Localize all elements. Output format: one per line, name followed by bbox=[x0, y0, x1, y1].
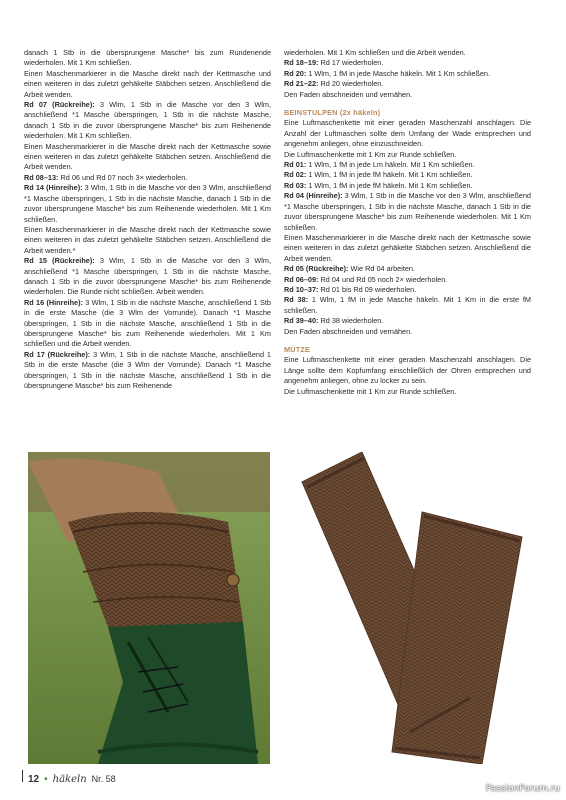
instruction-text: 3 Wlm, 1 Stb in die Masche vor den 3 Wlm, anschließend *1 Masche überspringen, 1 Stb in die nächste Masche, danach 1 Stb in die zuvor übersprungene Masche* bis zum Reihenende wiederholen. Mit 1 Km schließen. bbox=[24, 100, 271, 141]
round-label: Rd 05 (Rückreihe): bbox=[284, 264, 349, 274]
instruction-paragraph bbox=[24, 350, 271, 392]
legwarmer-worn-illustration bbox=[28, 452, 270, 764]
instruction-text: Eine Luftmaschenkette mit einer geraden Maschenzahl anschlagen. Die Länge sollte dem Kopfumfang einschließlich der Ohren entsprechen und angenehm anliegen, ohne zu locker zu sein. bbox=[284, 355, 531, 386]
section-heading: BEINSTULPEN (2x häkeln) bbox=[284, 108, 381, 118]
page-footer bbox=[22, 770, 116, 785]
round-label: Rd 07 (Rückreihe): bbox=[24, 100, 95, 110]
legwarmer-worn-photo bbox=[28, 452, 270, 764]
round-label: Rd 38: bbox=[284, 295, 309, 305]
round-label: Rd 20: bbox=[284, 68, 307, 78]
instruction-paragraph bbox=[24, 183, 271, 225]
instruction-paragraph bbox=[284, 264, 531, 274]
instruction-text: 3 Wlm, 1 Stb in die Masche vor den 3 Wlm, anschließend *1 Masche überspringen, 1 Stb in die nächste Masche, danach 1 Stb in die zuvor übersprungene Masche* bis zum Reihenende wiederholen. Mit 1 Km schließen. bbox=[284, 191, 531, 232]
instruction-text: Eine Luftmaschenkette mit einer geraden Maschenzahl anschlagen. Die Anzahl der Luftmaschen sollte dem Umfang der Wade entsprechen und angenehm anliegen, ohne einzuschneiden. bbox=[284, 118, 531, 149]
magazine-brand: häkeln bbox=[52, 774, 87, 785]
instruction-paragraph bbox=[24, 256, 271, 298]
instruction-paragraph bbox=[284, 160, 531, 170]
instruction-text: Den Faden abschneiden und vernähen. bbox=[284, 326, 413, 336]
instruction-text: Rd 20 wiederholen. bbox=[318, 79, 384, 89]
instruction-text: Rd 17 wiederholen. bbox=[318, 58, 384, 68]
instruction-text: 3 Wlm, 1 Stb in die Masche vor den 3 Wlm, anschließend *1 Masche überspringen, 1 Stb in die nächste Masche, danach 1 Stb in die zuvor übersprungene Masche* bis zum Reihenende wiederholen. Mit 1 Km schließen. bbox=[24, 183, 271, 224]
instruction-text: Einen Maschenmarkierer in die Masche direkt nach der Kettmasche und einen weiteren in das zuletzt gehäkelte Stäbchen setzen. Anschließend die Arbeit wenden. bbox=[24, 68, 271, 99]
round-label: Rd 39–40: bbox=[284, 316, 319, 326]
round-label: Rd 17 (Rückreihe): bbox=[24, 349, 91, 359]
instruction-paragraph bbox=[284, 69, 531, 79]
instruction-paragraph bbox=[284, 181, 531, 191]
instruction-paragraph bbox=[284, 118, 531, 149]
instruction-text: Einen Maschenmarkierer in die Masche direkt nach der Kettmasche sowie einen weiteren in das zuletzt gehäkelte Stäbchen setzen. Anschließend die Arbeit wenden.* bbox=[24, 224, 271, 255]
instruction-paragraph bbox=[284, 387, 531, 397]
instruction-paragraph bbox=[284, 233, 531, 264]
instruction-text: 3 Wlm, 1 Stb in die nächste Masche, anschließend 1 Stb in die erste Masche (die 3 Wlm der Vorrunde). Danach *1 Masche überspringen, 1 Stb in die nächste Masche, anschließend 1 Stb in die übersprungene Masche* bis zum Reihenende bbox=[24, 349, 271, 390]
instruction-paragraph bbox=[284, 79, 531, 89]
instruction-text: Die Luftmaschenkette mit 1 Km zur Runde schließen. bbox=[284, 386, 457, 396]
instruction-text: Den Faden abschneiden und vernähen. bbox=[284, 89, 413, 99]
right-text-column bbox=[284, 48, 531, 397]
instruction-text: Einen Maschenmarkierer in die Masche direkt nach der Kettmasche sowie einen weiteren in das zuletzt gehäkelte Stäbchen setzen. Anschließend die Arbeit wenden. bbox=[284, 232, 531, 263]
instruction-text: Rd 06 und Rd 07 noch 3× wiederholen. bbox=[58, 172, 188, 182]
instruction-paragraph bbox=[24, 48, 271, 69]
round-label: Rd 18–19: bbox=[284, 58, 319, 68]
instruction-paragraph bbox=[284, 295, 531, 316]
instruction-paragraph bbox=[284, 191, 531, 233]
round-label: Rd 10–37: bbox=[284, 284, 319, 294]
instruction-paragraph bbox=[284, 150, 531, 160]
instruction-paragraph bbox=[284, 58, 531, 68]
instruction-paragraph bbox=[284, 355, 531, 386]
round-label: Rd 08–13: bbox=[24, 172, 59, 182]
instruction-text: 1 Wlm, 1 fM in jede Lm häkeln. Mit 1 Km schließen. bbox=[306, 160, 475, 170]
instruction-paragraph bbox=[284, 316, 531, 326]
instruction-text: Rd 01 bis Rd 09 wiederholen. bbox=[318, 284, 417, 294]
instruction-text: 1 Wlm, 1 fM in jede Masche häkeln. Mit 1 Km schließen. bbox=[306, 68, 491, 78]
instruction-text: danach 1 Stb in die übersprungene Masche* bis zum Rundenende wiederholen. Mit 1 Km schließen. bbox=[24, 48, 271, 68]
instruction-paragraph bbox=[24, 225, 271, 256]
instruction-text: Rd 38 wiederholen. bbox=[318, 316, 384, 326]
round-label: Rd 14 (Hinreihe): bbox=[24, 183, 83, 193]
instruction-paragraph bbox=[24, 173, 271, 183]
instruction-paragraph bbox=[24, 69, 271, 100]
instruction-text: Wie Rd 04 arbeiten. bbox=[348, 264, 416, 274]
footer-divider bbox=[22, 770, 23, 782]
instruction-paragraph bbox=[284, 48, 531, 58]
instruction-paragraph bbox=[284, 275, 531, 285]
instruction-text: Rd 04 und Rd 05 noch 2× wiederholen. bbox=[318, 274, 448, 284]
instruction-text: Die Luftmaschenkette mit 1 Km zur Runde schließen. bbox=[284, 149, 457, 159]
instruction-paragraph bbox=[284, 285, 531, 295]
legwarmers-flat-illustration bbox=[292, 452, 540, 764]
instruction-paragraph bbox=[284, 90, 531, 100]
instruction-text: Einen Maschenmarkierer in die Masche direkt nach der Kettmasche sowie einen weiteren in das zuletzt gehäkelte Stäbchen setzen. Anschließend die Arbeit wenden. bbox=[24, 141, 271, 172]
round-label: Rd 15 (Rückreihe): bbox=[24, 256, 95, 266]
round-label: Rd 04 (Hinreihe): bbox=[284, 191, 343, 201]
round-label: Rd 03: bbox=[284, 180, 307, 190]
instruction-text: 3 Wlm, 1 Stb in die nächste Masche, anschließend 1 Stb in die erste Masche (die 3 Wlm der Vorrunde). Danach *1 Masche überspringen, 1 Stb in die nächste Masche, anschließend 1 Stb in die übersprungene Masche* bis zum Reihenende wiederholen. Mit 1 Km schließen und die Arbeit wenden. bbox=[24, 297, 271, 349]
instruction-text: 1 Wlm, 1 fM in jede fM häkeln. Mit 1 Km schließen. bbox=[306, 180, 473, 190]
round-label: Rd 06–09: bbox=[284, 274, 319, 284]
left-text-column bbox=[24, 48, 271, 391]
issue-number: Nr. 58 bbox=[91, 774, 116, 784]
round-label: Rd 02: bbox=[284, 170, 307, 180]
instruction-paragraph bbox=[284, 170, 531, 180]
instruction-text: 1 Wlm, 1 fM in jede Masche häkeln. Mit 1 Km in die erste fM schließen. bbox=[284, 295, 531, 315]
instruction-paragraph bbox=[284, 327, 531, 337]
instruction-text: wiederholen. Mit 1 Km schließen und die Arbeit wenden. bbox=[284, 48, 466, 57]
round-label: Rd 01: bbox=[284, 160, 307, 170]
watermark: PassionForum.ru bbox=[485, 784, 560, 794]
instruction-paragraph bbox=[24, 100, 271, 142]
legwarmers-product-photo bbox=[292, 452, 540, 764]
section-heading: MÜTZE bbox=[284, 344, 311, 354]
page-number: 12 bbox=[28, 774, 40, 785]
round-label: Rd 21–22: bbox=[284, 79, 319, 89]
instruction-text: 1 Wlm, 1 fM in jede fM häkeln. Mit 1 Km schließen. bbox=[306, 170, 473, 180]
instruction-paragraph bbox=[24, 142, 271, 173]
instruction-paragraph bbox=[24, 298, 271, 350]
footer-dot: • bbox=[44, 774, 48, 785]
round-label: Rd 16 (Hinreihe): bbox=[24, 297, 83, 307]
instruction-text: 3 Wlm, 1 Stb in die Masche vor den 3 Wlm, anschließend *1 Masche überspringen, 1 Stb in die nächste Masche, danach 1 Stb in die zuvor übersprungene Masche* bis zum Reihenende wiederholen. Die Runde nicht schließen. Arbeit wenden. bbox=[24, 256, 271, 297]
